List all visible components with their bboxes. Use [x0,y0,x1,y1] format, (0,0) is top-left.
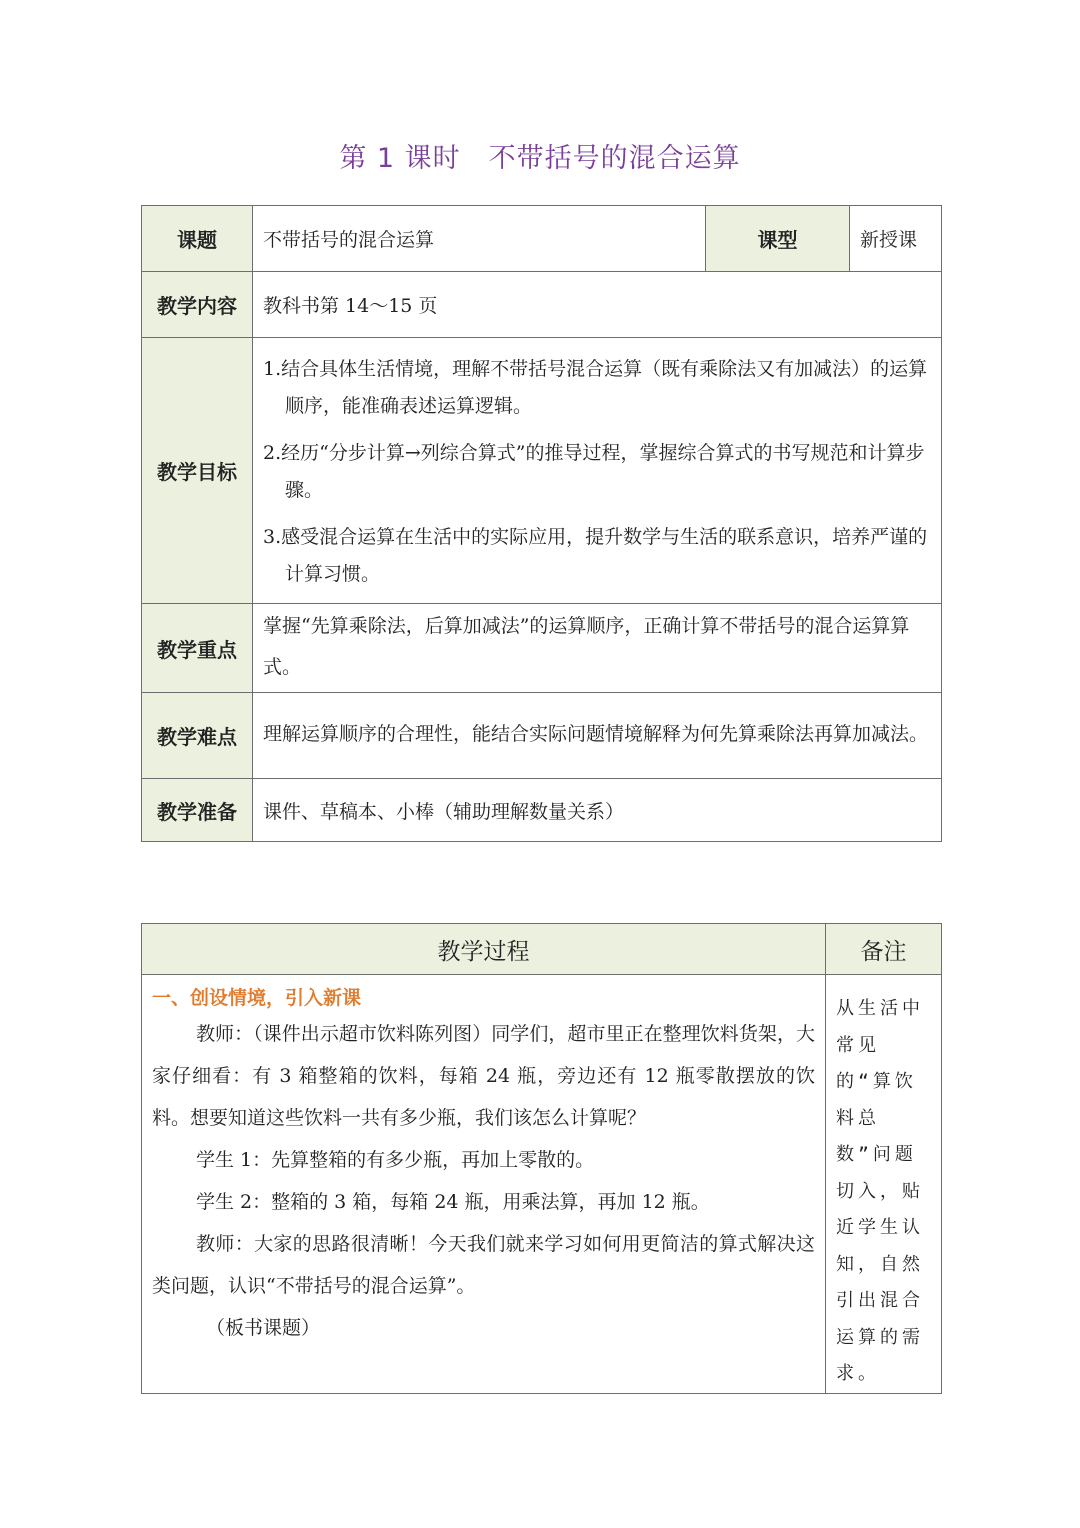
topic-label: 课题 [142,206,253,272]
prep-value: 课件、草稿本、小棒（辅助理解数量关系） [253,779,942,842]
difficulty-label: 教学难点 [142,693,253,779]
goal-item: 3.感受混合运算在生活中的实际应用，提升数学与生活的联系意识，培养严谨的计算习惯。 [263,525,928,585]
key-label: 教学重点 [142,604,253,693]
goal-item: 2.经历“分步计算→列综合算式”的推导过程，掌握综合算式的书写规范和计算步骤。 [263,441,925,501]
content-value: 教科书第 14～15 页 [253,272,942,338]
dialogue-paragraph: 教师：大家的思路很清晰！今天我们就来学习如何用更简洁的算式解决这类问题，认识“不带括号的混合运算”。 [152,1233,815,1297]
key-value: 掌握“先算乘除法，后算加减法”的运算顺序，正确计算不带括号的混合运算算式。 [253,604,942,693]
dialogue-paragraph: （板书课题） [206,1317,321,1339]
difficulty-value: 理解运算顺序的合理性，能结合实际问题情境解释为何先算乘除法再算加减法。 [253,693,942,779]
page-title: 第 1 课时 不带括号的混合运算 [339,143,741,174]
dialogue-paragraph: 学生 1：先算整箱的有多少瓶，再加上零散的。 [196,1149,595,1171]
dialogue-paragraph: 学生 2：整箱的 3 箱，每箱 24 瓶，用乘法算，再加 12 瓶。 [196,1191,710,1213]
teaching-process-table [141,923,942,1394]
remark-text: 从生活中常见的“算饮料总数”问题切入，贴近学生认知，自然引出混合运算的需求。 [826,975,942,1394]
dialogue-paragraph: 教师：（课件出示超市饮料陈列图）同学们，超市里正在整理饮料货架，大家仔细看：有 3 箱整箱的饮料，每箱 24 瓶，旁边还有 12 瓶零散摆放的饮料。想要知道这些饮料一共有多少瓶，我们该怎么计算呢？ [152,1023,815,1129]
section-title: 一、创设情境，引入新课 [152,987,362,1009]
topic-value: 不带括号的混合运算 [253,206,706,272]
process-header: 教学过程 [142,924,826,975]
prep-label: 教学准备 [142,779,253,842]
note-header: 备注 [826,924,942,975]
goal-item: 1.结合具体生活情境，理解不带括号混合运算（既有乘除法又有加减法）的运算顺序，能准确表述运算逻辑。 [263,357,928,417]
goals-list [253,338,942,604]
goals-label: 教学目标 [142,338,253,604]
type-value: 新授课 [850,206,942,272]
process-body [142,975,826,1394]
lesson-info-table [141,205,942,842]
content-label: 教学内容 [142,272,253,338]
type-label: 课型 [706,206,850,272]
